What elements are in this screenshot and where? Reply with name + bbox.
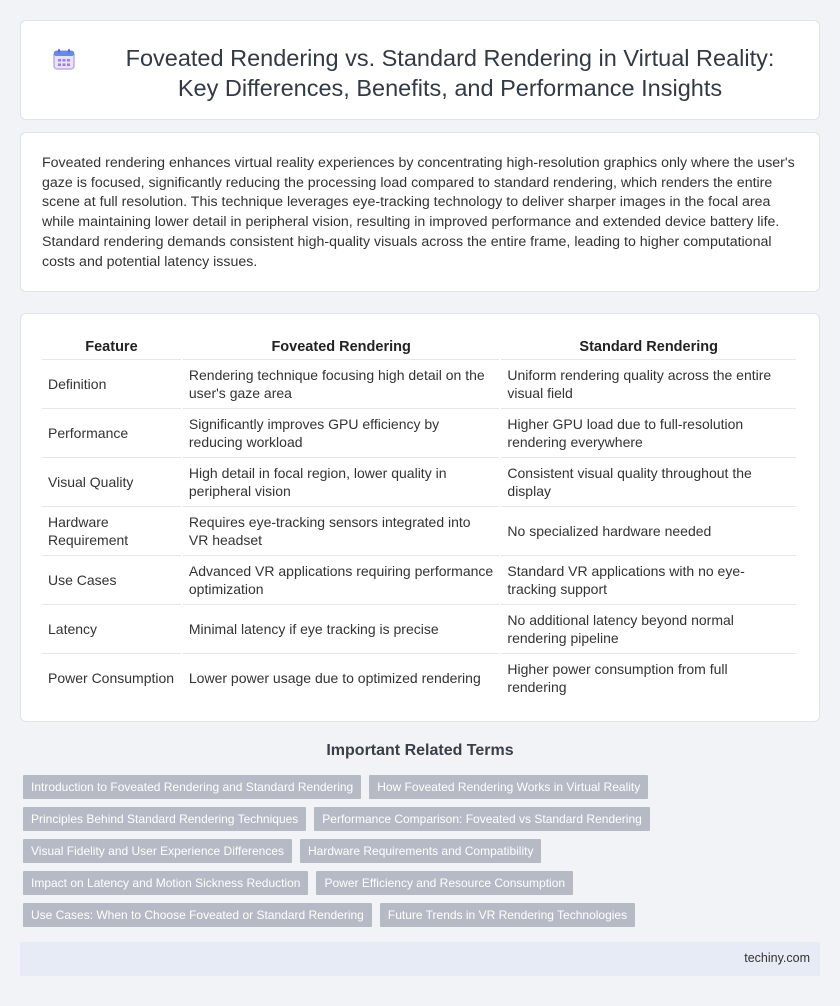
table-row xyxy=(42,654,797,703)
foveated-cell: Rendering technique focusing high detail on the user's gaze area xyxy=(182,360,501,409)
foveated-cell: Advanced VR applications requiring performance optimization xyxy=(182,556,501,605)
related-term-tag[interactable]: Principles Behind Standard Rendering Techniques xyxy=(23,807,306,831)
related-terms-heading: Important Related Terms xyxy=(326,742,514,759)
feature-cell: Performance xyxy=(42,409,182,458)
foveated-cell: Lower power usage due to optimized rendering xyxy=(182,654,501,703)
related-term-tag[interactable]: Impact on Latency and Motion Sickness Reduction xyxy=(23,871,308,895)
related-term-tag[interactable]: Future Trends in VR Rendering Technologies xyxy=(380,903,635,927)
feature-cell: Hardware Requirement xyxy=(42,507,182,556)
related-term-tag[interactable]: Use Cases: When to Choose Foveated or Standard Rendering xyxy=(23,903,372,927)
column-header-standard: Standard Rendering xyxy=(500,333,797,360)
related-term-tag[interactable]: Performance Comparison: Foveated vs Standard Rendering xyxy=(314,807,650,831)
column-header-feature: Feature xyxy=(42,333,182,360)
intro-paragraph: Foveated rendering enhances virtual reality experiences by concentrating high-resolution graphics only where the user's gaze is focused, significantly reducing the processing load compared to standard rendering, which renders the entire scene at full resolution. This technique leverages eye-tracking technology to deliver sharper images in the focal area while maintaining lower detail in peripheral vision, resulting in improved performance and extended device battery life. Standard rendering demands consistent high-quality visuals across the entire frame, leading to higher computational costs and potential latency issues. xyxy=(42,155,795,270)
foveated-cell: Significantly improves GPU efficiency by reducing workload xyxy=(182,409,501,458)
related-terms-list xyxy=(23,775,823,935)
table-row xyxy=(42,605,797,654)
table-row xyxy=(42,409,797,458)
standard-cell: Uniform rendering quality across the entire visual field xyxy=(500,360,797,409)
page-title: Foveated Rendering vs. Standard Rendering in Virtual Reality: Key Differences, Benefits, and Performance Insights xyxy=(125,45,775,101)
standard-cell: No additional latency beyond normal rendering pipeline xyxy=(500,605,797,654)
foveated-cell: Requires eye-tracking sensors integrated into VR headset xyxy=(182,507,501,556)
standard-cell: Consistent visual quality throughout the display xyxy=(500,458,797,507)
footer-site-name[interactable]: techiny.com xyxy=(744,951,810,965)
related-term-tag[interactable]: Hardware Requirements and Compatibility xyxy=(300,839,541,863)
standard-cell: Higher power consumption from full rendering xyxy=(500,654,797,703)
feature-cell: Definition xyxy=(42,360,182,409)
table-row xyxy=(42,507,797,556)
table-row xyxy=(42,458,797,507)
table-row xyxy=(42,360,797,409)
footer xyxy=(20,942,820,976)
feature-cell: Power Consumption xyxy=(42,654,182,703)
feature-cell: Visual Quality xyxy=(42,458,182,507)
feature-cell: Use Cases xyxy=(42,556,182,605)
related-term-tag[interactable]: Visual Fidelity and User Experience Differences xyxy=(23,839,292,863)
table-row xyxy=(42,556,797,605)
table-header-row xyxy=(42,333,797,360)
related-term-tag[interactable]: Introduction to Foveated Rendering and Standard Rendering xyxy=(23,775,361,799)
related-term-tag[interactable]: How Foveated Rendering Works in Virtual Reality xyxy=(369,775,648,799)
foveated-cell: High detail in focal region, lower quality in peripheral vision xyxy=(182,458,501,507)
standard-cell: Standard VR applications with no eye-tracking support xyxy=(500,556,797,605)
related-term-tag[interactable]: Power Efficiency and Resource Consumption xyxy=(316,871,573,895)
comparison-table xyxy=(42,333,798,703)
header-card xyxy=(20,20,820,120)
standard-cell: No specialized hardware needed xyxy=(500,507,797,556)
feature-cell: Latency xyxy=(42,605,182,654)
foveated-cell: Minimal latency if eye tracking is precise xyxy=(182,605,501,654)
intro-card xyxy=(20,132,820,292)
column-header-foveated: Foveated Rendering xyxy=(182,333,501,360)
comparison-table-card xyxy=(20,313,820,722)
standard-cell: Higher GPU load due to full-resolution rendering everywhere xyxy=(500,409,797,458)
